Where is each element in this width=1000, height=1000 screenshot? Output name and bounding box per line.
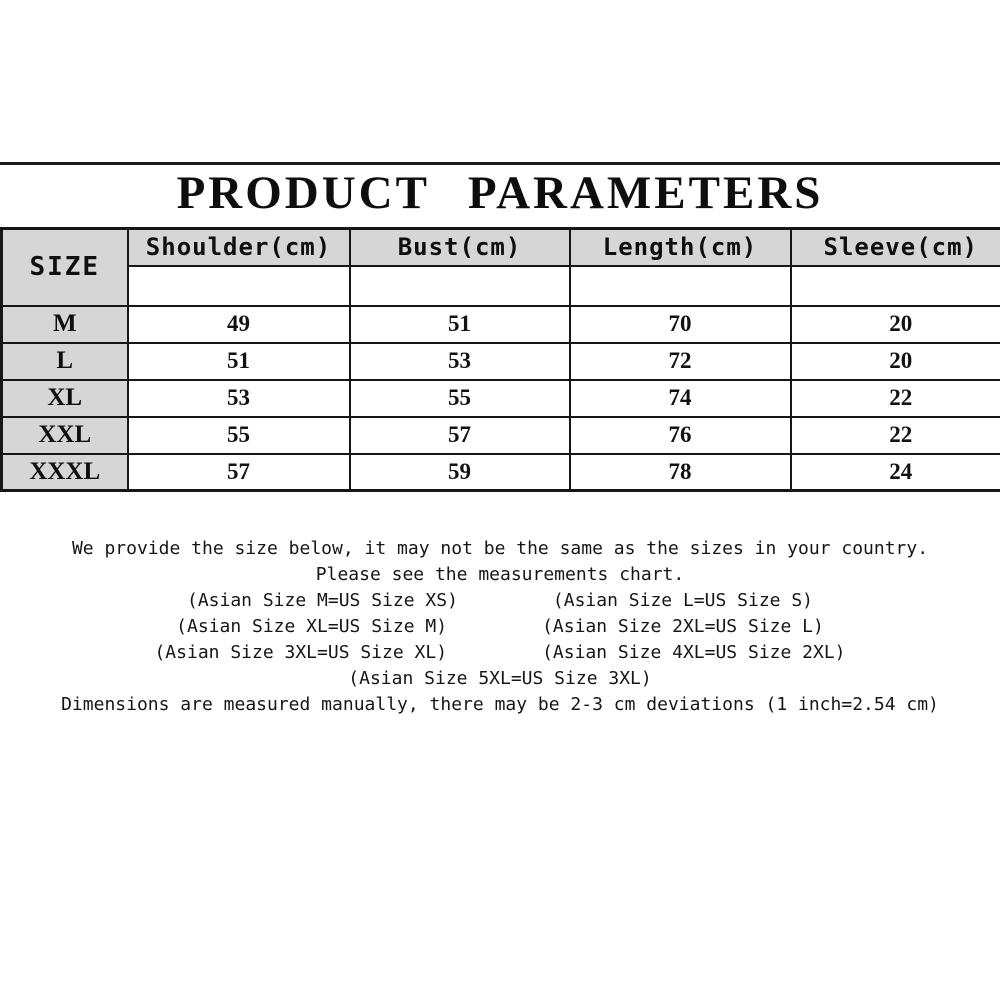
shoulder-value: 51 [128,343,350,380]
sleeve-value: 20 [791,306,1000,343]
spacer-cell [791,266,1000,306]
length-value: 72 [570,343,791,380]
shoulder-value: 53 [128,380,350,417]
size-notes [0,536,1000,718]
size-corner-cell: SIZE [2,229,128,306]
spacer-cell [128,266,350,306]
conversion-line-2 [0,614,1000,640]
size-table [0,227,1000,492]
conversion-left: (Asian Size M=US Size XS) [186,590,458,611]
table-row-xxl [2,417,1000,454]
size-label: L [2,343,128,380]
conversion-right: (Asian Size L=US Size S) [552,590,814,611]
page-title: PRODUCT PARAMETERS [176,167,824,219]
column-header-bust: Bust(cm) [350,229,570,266]
conversion-left: (Asian Size XL=US Size M) [176,616,448,637]
conversion-right: (Asian Size 4XL=US Size 2XL) [542,642,846,663]
bust-value: 53 [350,343,570,380]
table-row-xxxl [2,454,1000,491]
spacer-cell [350,266,570,306]
length-value: 76 [570,417,791,454]
sleeve-value: 22 [791,380,1000,417]
column-header-shoulder: Shoulder(cm) [128,229,350,266]
shoulder-value: 57 [128,454,350,491]
table-header-row [2,229,1000,266]
table-spacer-row [2,266,1000,306]
column-header-sleeve: Sleeve(cm) [791,229,1000,266]
size-label: XL [2,380,128,417]
size-label: M [2,306,128,343]
length-value: 74 [570,380,791,417]
size-label: XXXL [2,454,128,491]
column-header-length: Length(cm) [570,229,791,266]
size-label: XXL [2,417,128,454]
conversion-line-4: (Asian Size 5XL=US Size 3XL) [348,668,652,689]
table-row-xl [2,380,1000,417]
length-value: 70 [570,306,791,343]
sleeve-value: 20 [791,343,1000,380]
bust-value: 59 [350,454,570,491]
conversion-right: (Asian Size 2XL=US Size L) [542,616,824,637]
note-disclaimer: Dimensions are measured manually, there may be 2-3 cm deviations (1 inch=2.54 cm) [61,694,939,715]
shoulder-value: 55 [128,417,350,454]
table-row-l [2,343,1000,380]
sleeve-value: 22 [791,417,1000,454]
length-value: 78 [570,454,791,491]
bust-value: 55 [350,380,570,417]
note-intro-line-1: We provide the size below, it may not be the same as the sizes in your country. [71,538,929,559]
conversion-left: (Asian Size 3XL=US Size XL) [154,642,448,663]
table-row-m [2,306,1000,343]
conversion-line-3 [0,640,1000,666]
spacer-cell [570,266,791,306]
bust-value: 57 [350,417,570,454]
bust-value: 51 [350,306,570,343]
note-intro-line-2: Please see the measurements chart. [315,564,685,585]
top-divider-rule [0,162,1000,165]
sleeve-value: 24 [791,454,1000,491]
conversion-line-1 [0,588,1000,614]
shoulder-value: 49 [128,306,350,343]
